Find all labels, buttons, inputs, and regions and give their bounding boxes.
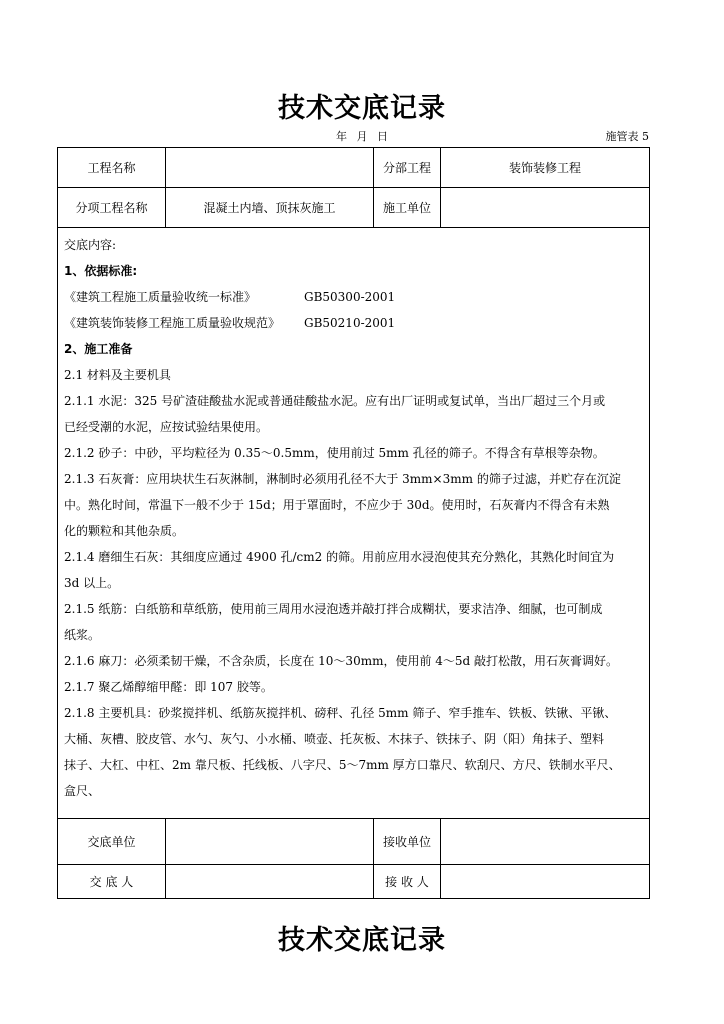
standard-name: 《建筑装饰装修工程施工质量验收规范》 [64,316,281,330]
standard-item [64,310,643,336]
content-line: 2.1.8 主要机具：砂浆搅拌机、纸筋灰搅拌机、磅秤、孔径 5mm 筛子、窄手推车、铁板、铁锹、平锹、 [64,706,617,720]
handover-content [58,228,650,819]
receiver-label: 接 收 人 [374,865,441,899]
person-signoff-row [58,865,650,899]
standard-code: GB50300-2001 [304,290,396,304]
division-label: 分部工程 [374,148,441,188]
division-value[interactable]: 装饰装修工程 [441,148,650,188]
content-line: 2.1.1 水泥：325 号矿渣硅酸盐水泥或普通硅酸盐水泥。应有出厂证明或复试单，当出厂超过三个月或 [64,394,606,408]
handover-unit-value[interactable] [166,819,374,865]
content-line: 化的颗粒和其他杂质。 [64,524,185,538]
handover-unit-label: 交底单位 [58,819,166,865]
handover-person-value[interactable] [166,865,374,899]
subitem-value[interactable]: 混凝土内墙、顶抹灰施工 [166,188,374,228]
subitem-label: 分项工程名称 [58,188,166,228]
subitem-row [58,188,650,228]
handover-person-label: 交 底 人 [58,865,166,899]
document-title-next-page: 技术交底记录 [278,925,446,956]
content-line: 大桶、灰槽、胶皮管、水勺、灰勺、小水桶、喷壶、托灰板、木抹子、铁抹子、阴（阳）角抹子、塑料 [64,732,605,746]
meta-row [57,128,649,144]
content-line: 纸浆。 [64,628,101,642]
receiver-value[interactable] [441,865,650,899]
contractor-label: 施工单位 [374,188,441,228]
standard-item [64,284,643,310]
unit-signoff-row [58,819,650,865]
section-heading: 2、施工准备 [64,342,133,356]
content-line: 2.1.3 石灰膏：应用块状生石灰淋制，淋制时必须用孔径不大于 3mm×3mm 的筛子过滤，并贮存在沉淀 [64,472,621,486]
content-intro: 交底内容: [64,238,117,252]
handover-record-table [57,147,650,899]
section-heading: 1、依据标准: [64,264,138,278]
content-line: 2.1.4 磨细生石灰：其细度应通过 4900 孔/cm2 的筛。用前应用水浸泡使其充分熟化，其熟化时间宜为 [64,550,615,564]
content-line: 已经受潮的水泥，应按试验结果使用。 [64,420,269,434]
form-number: 施管表 5 [605,130,649,143]
document-title: 技术交底记录 [278,93,446,124]
content-line: 抹子、大杠、中杠、2m 靠尺板、托线板、八字尺、5～7mm 厚方口靠尺、软刮尺、方尺、铁制水平尺、 [64,758,621,772]
project-row [58,148,650,188]
content-line: 盒尺、 [64,784,101,798]
receiving-unit-label: 接收单位 [374,819,441,865]
standard-code: GB50210-2001 [304,316,396,330]
content-line: 2.1.6 麻刀：必须柔韧干燥，不含杂质，长度在 10～30mm，使用前 4～5d 敲打松散，用石灰膏调好。 [64,654,619,668]
date-label: 年 月 日 [336,130,391,143]
content-row [58,228,650,819]
content-line: 2.1.7 聚乙烯醇缩甲醛：即 107 胶等。 [64,680,273,694]
project-name-value[interactable] [166,148,374,188]
project-name-label: 工程名称 [58,148,166,188]
standard-name: 《建筑工程施工质量验收统一标准》 [64,290,257,304]
content-line: 中。熟化时间，常温下一般不少于 15d；用于罩面时，不应少于 30d。使用时，石灰膏内不得含有未熟 [64,498,610,512]
content-line: 3d 以上。 [64,576,120,590]
content-line: 2.1 材料及主要机具 [64,368,171,382]
contractor-value[interactable] [441,188,650,228]
content-line: 2.1.5 纸筋：白纸筋和草纸筋，使用前三周用水浸泡透并敲打拌合成糊状，要求洁净、细腻，也可制成 [64,602,603,616]
content-line: 2.1.2 砂子：中砂，平均粒径为 0.35～0.5mm，使用前过 5mm 孔径的筛子。不得含有草根等杂物。 [64,446,605,460]
receiving-unit-value[interactable] [441,819,650,865]
